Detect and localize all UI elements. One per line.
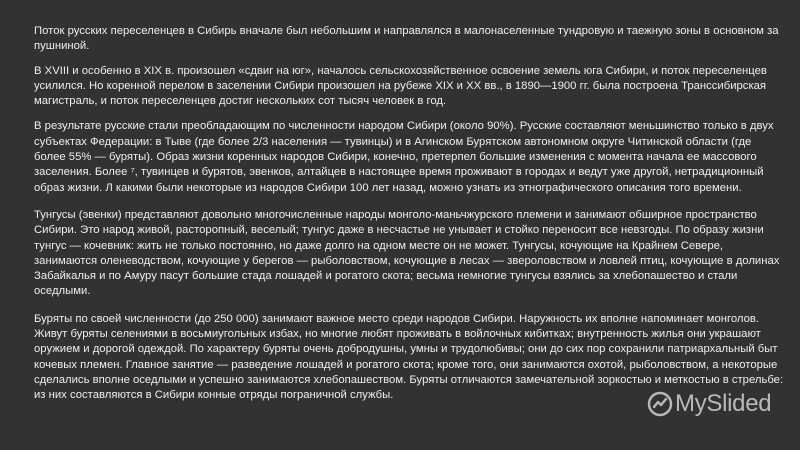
paragraph-southward-shift: В XVIII и особенно в XIX в. произошел «сдвиг на юг», началось сельскохозяйственное освоение земель юга Сибири, и поток переселенцев усилился. Но коренной перелом в заселении Сибири произошел на рубеже XIX и XX вв., в 1890—1900 гг. была построена Транссибирская магистраль, и поток переселенцев достиг нескольких сот тысяч человек в год. [34,64,767,108]
paragraph-settlement-intro: Поток русских переселенцев в Сибирь вначале был небольшим и направлялся в малонаселенные тундровую и таежную зоны в основном за пушниной. [34,25,779,53]
slide-text-body [34,24,786,413]
paragraph-buryats: Буряты по своей численности (до 250 000) занимают важное место среди народов Сибири. Наружность их вполне напоминает монголов. Живут буряты селениями в восьмиугольных избах, но многие любят проживать в войлочных кибитках; внутренность жилья они украшают оружием и дорогой одеждой. По характеру буряты очень добродушны, умны и трудолюбивы; они до сих пор сохранили патриархальный быт кочевых племен. Главное занятие — разведение лошадей и рогатого скота; кроме того, они занимаются охотой, рыболовством, а некоторые сделались вполне оседлыми и успешно занимаются хлебопашеством. Буряты отличаются замечательной зоркостью и меткостью в стрельбе: из них составляются в Сибири конные отряды пограничной службы. [34,312,784,402]
paragraph-russian-majority: В результате русские стали преобладающим по численности народом Сибири (около 90%). Русские составляют меньшинство только в двух субъектах Федерации: в Тыве (где более 2/3 населения — тувинцы) и в Агинском Бурятском автономном округе Читинской области (где более 55% — буряты). Образ жизни коренных народов Сибири, конечно, претерпел большие изменения с момента начала ее массового заселения. Более ⁷, тувинцев и бурятов, эвенков, алтайцев в настоящее время проживают в городах и ведут уже другой, нетрадиционный образ жизни. Л какими были некоторые из народов Сибири 100 лет назад, можно узнать из этнографического описания того времени. [34,120,774,194]
myshared-logo-icon [647,391,673,417]
watermark-text: MySlide [675,390,759,417]
watermark-text-suffix: d [758,390,772,417]
myshared-watermark [647,390,771,418]
paragraph-tungus: Тунгусы (эвенки) представляют довольно многочисленные народы монголо-маньчжурского племени и занимают обширное пространство Сибири. Это народ живой, расторопный, веселый; тунгус даже в несчастье не унывает и стойко переносит все невзгоды. По образу жизни тунгус — кочевник: жить не только постоянно, но даже долго на одном месте он не может. Тунгусы, кочующие на Крайнем Севере, занимаются оленеводством, кочующие у берегов — рыболовством, кочующие в лесах — звероловством и ловлей птиц, кочующие в долинах Забайкалья и по Амуру пасут большие стада лошадей и рогатого скота; весьма немногие тунгусы взялись за хлебопашество и стали оседлыми. [34,208,780,298]
